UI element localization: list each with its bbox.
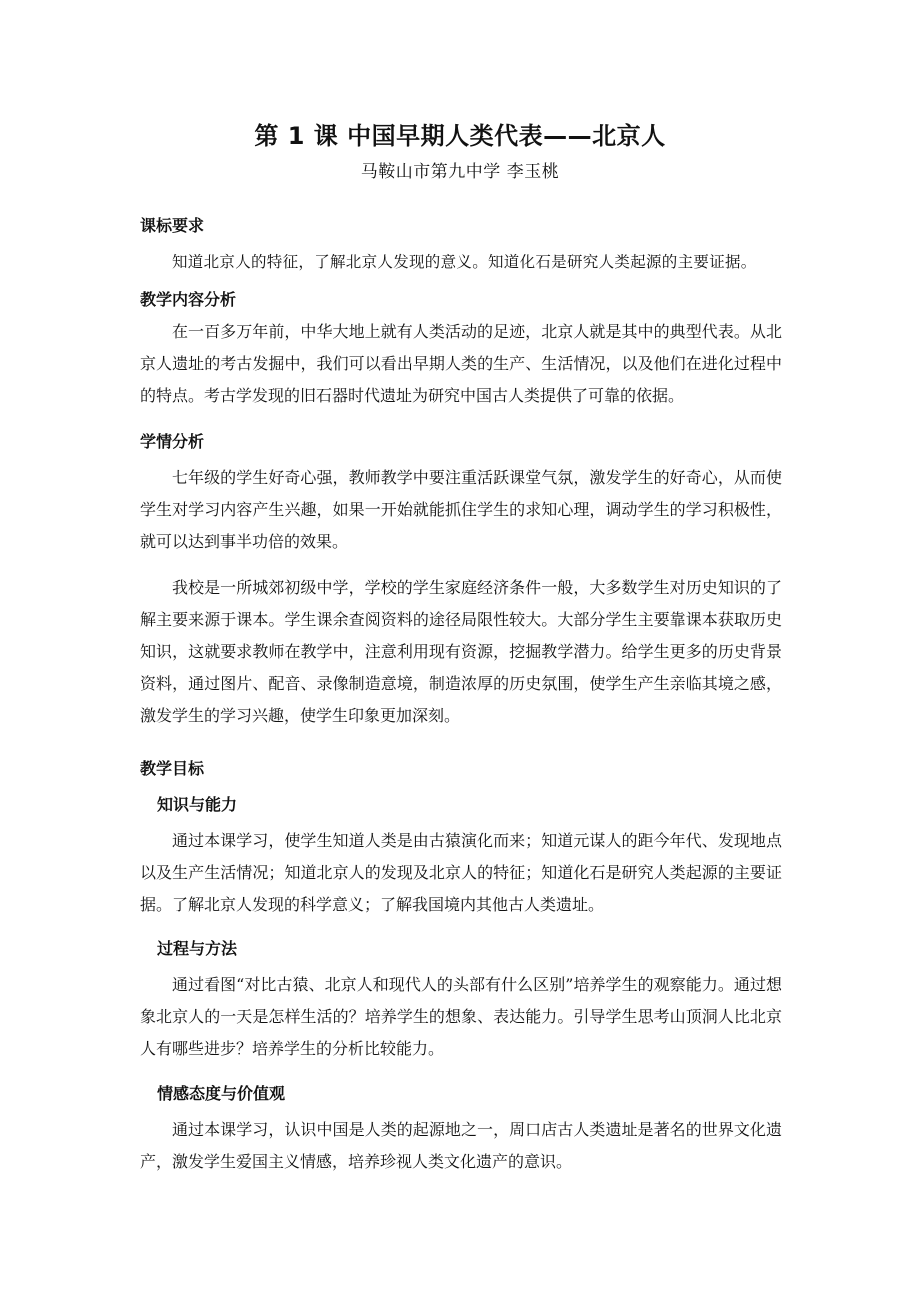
paragraph-guocheng: 通过看图“对比古猿、北京人和现代人的头部有什么区别”培养学生的观察能力。通过想象北京人的一天是怎样生活的？培养学生的想象、表达能力。引导学生思考山顶洞人比北京人有哪些进步？培养学生的分析比较能力。 <box>140 975 782 1058</box>
subheading-guocheng: 过程与方法 <box>157 939 238 958</box>
heading-neirong: 教学内容分析 <box>140 290 237 309</box>
heading-kebiao: 课标要求 <box>140 216 205 235</box>
lesson-title: 第 1 课 中国早期人类代表——北京人 <box>254 122 666 150</box>
paragraph-zhishi: 通过本课学习，使学生知道人类是由古猿演化而来；知道元谋人的距今年代、发现地点以及生产生活情况；知道北京人的发现及北京人的特征；知道化石是研究人类起源的主要证据。了解北京人发现的科学意义；了解我国境内其他古人类遗址。 <box>140 831 782 914</box>
paragraph-xueqing-2: 我校是一所城郊初级中学，学校的学生家庭经济条件一般，大多数学生对历史知识的了解主要来源于课本。学生课余查阅资料的途径局限性较大。大部分学生主要靠课本获取历史知识，这就要求教师在教学中，注意利用现有资源，挖掘教学潜力。给学生更多的历史背景资料，通过图片、配音、录像制造意境，制造浓厚的历史氛围，使学生产生亲临其境之感，激发学生的学习兴趣，使学生印象更加深刻。 <box>140 578 782 725</box>
paragraph-kebiao: 知道北京人的特征，了解北京人发现的意义。知道化石是研究人类起源的主要证据。 <box>172 253 757 271</box>
subheading-zhishi: 知识与能力 <box>157 795 238 814</box>
paragraph-qinggan: 通过本课学习，认识中国是人类的起源地之一，周口店古人类遗址是著名的世界文化遗产，激发学生爱国主义情感，培养珍视人类文化遗产的意识。 <box>140 1120 782 1171</box>
heading-xueqing: 学情分析 <box>140 432 205 451</box>
paragraph-xueqing-1: 七年级的学生好奇心强，教师教学中要注重活跃课堂气氛，激发学生的好奇心，从而使学生对学习内容产生兴趣，如果一开始就能抓住学生的求知心理，调动学生的学习积极性，就可以达到事半功倍的效果。 <box>140 468 782 551</box>
heading-mubiao: 教学目标 <box>140 759 205 778</box>
subheading-qinggan: 情感态度与价值观 <box>157 1084 286 1103</box>
paragraph-neirong: 在一百多万年前，中华大地上就有人类活动的足迹，北京人就是其中的典型代表。从北京人遗址的考古发掘中，我们可以看出早期人类的生产、生活情况，以及他们在进化过程中的特点。考古学发现的旧石器时代遗址为研究中国古人类提供了可靠的依据。 <box>140 322 782 405</box>
author-line: 马鞍山市第九中学 李玉桃 <box>360 162 560 182</box>
